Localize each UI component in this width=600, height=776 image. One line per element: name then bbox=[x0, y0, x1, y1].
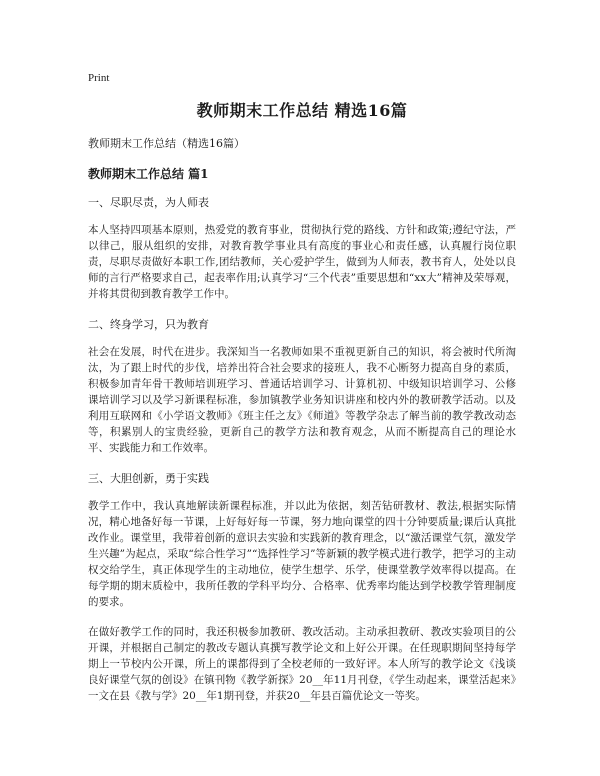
heading-3: 三、大胆创新，勇于实践 bbox=[88, 472, 209, 485]
paragraph-3: 教学工作中，我认真地解读新课程标准，并以此为依据，刻苦钻研教材、教法,根据实际情况，精心地备好每一节课，上好每好每一节课，努力地向课堂的四十分钟要质量;课后认真批改作业。课堂里，我带着创新的意识去实验和实践新的教育理念，以“激活课堂气氛，激发学生兴趣”为起点，采取“综合性学习”“选择性学习”等新颖的教学模式进行教学，把学习的主动权交给学生，真正体现学生的主动地位，使学生想学、乐学，使课堂教学效率得以提高。在每学期的期末质检中，我所任教的学科平均分、合格率、优秀率均能达到学校教学管理制度的要求。 bbox=[88, 500, 516, 608]
print-link[interactable]: Print bbox=[88, 72, 110, 84]
heading-1: 一、尽职尽责，为人师表 bbox=[88, 196, 209, 209]
paragraph-4: 在做好教学工作的同时，我还积极参加教研、教改活动。主动承担教研、教改实验项目的公开课，并根据自己制定的教改专题认真撰写教学论文和上好公开课。在任现职期间坚持每学期上一节校内公开课，所上的课都得到了全校老师的一致好评。本人所写的教学论文《浅谈良好课堂气氛的创设》在镇刊物《教学新探》20__年11月刊登，《学生动起来，课堂活起来》一文在县《教与学》20__年1期刊登，并获20__年县百篇优论文一等奖。 bbox=[88, 626, 516, 702]
heading-2: 二、终身学习，只为教育 bbox=[88, 318, 209, 331]
document-subtitle: 教师期末工作总结（精选16篇） bbox=[88, 137, 245, 150]
paragraph-1: 本人坚持四项基本原则，热爱党的教育事业，贯彻执行党的路线、方针和政策;遵纪守法，严以律己，服从组织的安排，对教育教学事业具有高度的事业心和责任感，认真履行岗位职责，尽职尽责做好本职工作,团结教师，关心爱护学生，做到为人师表，教书育人，处处以良师的言行严格要求自己，起表率作用;认真学习“三个代表”重要思想和“xx大”精神及荣辱观，并将其贯彻到教育教学工作中。 bbox=[88, 224, 516, 300]
section-title: 教师期末工作总结 篇1 bbox=[88, 167, 209, 181]
document-title: 教师期末工作总结 精选16篇 bbox=[196, 101, 408, 120]
paragraph-2: 社会在发展，时代在进步。我深知当一名教师如果不重视更新自己的知识，将会被时代所淘汰，为了跟上时代的步伐，培养出符合社会要求的接班人，我不心断努力提高自身的素质，积极参加青年骨干教师培训班学习、普通话培训学习、计算机初、中级知识培训学习、公修课培训学习以及学习新课程标准，参加镇教学业务知识讲座和校内外的教研教学活动。以及利用互联网和《小学语文教师》《班主任之友》《师道》等教学杂志了解当前的教学教改动态等，积累别人的宝贵经验，更新自己的教学方法和教育观念，从而不断提高自己的理论水平、实践能力和工作效率。 bbox=[88, 346, 516, 454]
